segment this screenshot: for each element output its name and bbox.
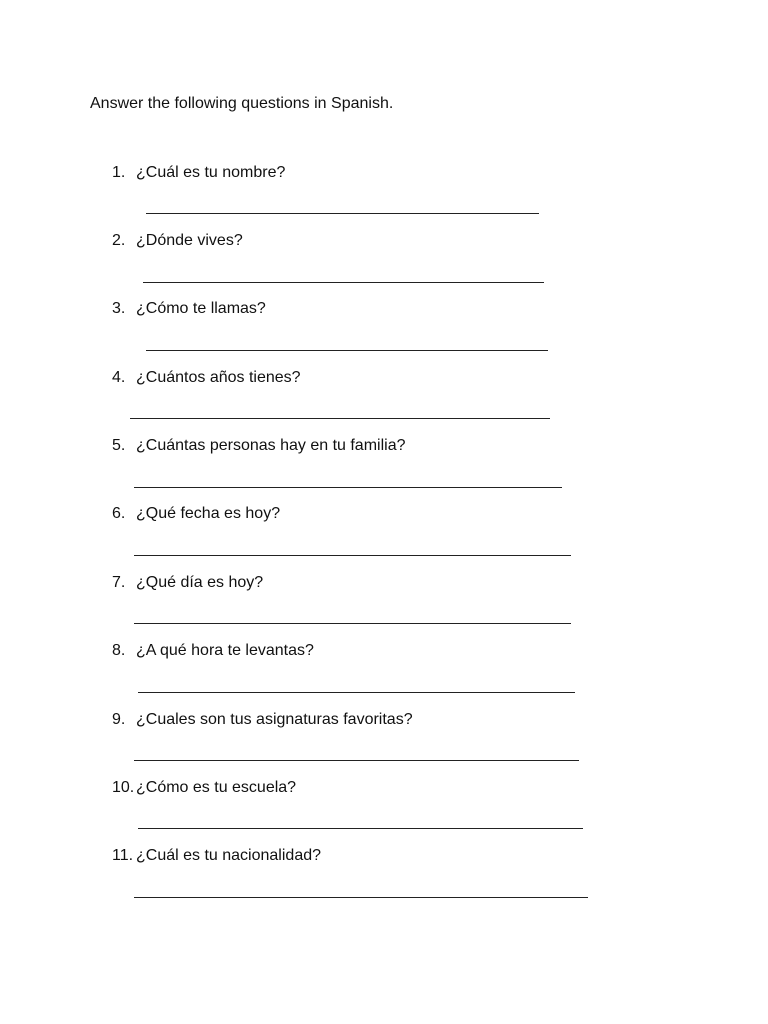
question-number: 11. — [112, 847, 134, 864]
question-item — [112, 641, 314, 661]
question-text: ¿Cómo es tu escuela? — [136, 779, 297, 796]
question-text: ¿Dónde vives? — [136, 232, 243, 249]
answer-line[interactable] — [134, 623, 571, 624]
question-number: 5. — [112, 437, 126, 454]
question-item — [112, 504, 280, 524]
answer-line[interactable] — [134, 760, 579, 761]
question-text: ¿Qué fecha es hoy? — [136, 505, 281, 522]
question-text: ¿Cuales son tus asignaturas favoritas? — [136, 711, 413, 728]
answer-line[interactable] — [134, 897, 588, 898]
question-text: ¿Cuál es tu nombre? — [136, 164, 286, 181]
question-item — [112, 573, 263, 593]
question-number: 7. — [112, 574, 126, 591]
question-item — [112, 846, 321, 866]
answer-line[interactable] — [134, 555, 571, 556]
question-item — [112, 299, 266, 319]
question-item — [112, 436, 405, 456]
question-number: 3. — [112, 300, 126, 317]
question-number: 9. — [112, 711, 126, 728]
question-text: ¿Cómo te llamas? — [136, 300, 266, 317]
question-text: ¿A qué hora te levantas? — [136, 642, 314, 659]
instruction-text: Answer the following questions in Spanish. — [90, 95, 394, 112]
question-item — [112, 163, 285, 183]
question-item — [112, 778, 296, 798]
question-text: ¿Cuál es tu nacionalidad? — [136, 847, 322, 864]
answer-line[interactable] — [146, 213, 539, 214]
answer-line[interactable] — [143, 282, 544, 283]
answer-line[interactable] — [130, 418, 550, 419]
question-number: 10. — [112, 779, 135, 796]
question-text: ¿Qué día es hoy? — [136, 574, 264, 591]
question-text: ¿Cuántas personas hay en tu familia? — [136, 437, 406, 454]
answer-line[interactable] — [138, 828, 583, 829]
question-number: 2. — [112, 232, 126, 249]
question-item — [112, 710, 413, 730]
question-item — [112, 231, 243, 251]
answer-line[interactable] — [146, 350, 548, 351]
question-item — [112, 368, 301, 388]
answer-line[interactable] — [138, 692, 575, 693]
question-number: 4. — [112, 369, 126, 386]
question-number: 8. — [112, 642, 126, 659]
question-number: 1. — [112, 164, 126, 181]
answer-line[interactable] — [134, 487, 562, 488]
question-text: ¿Cuántos años tienes? — [136, 369, 301, 386]
question-number: 6. — [112, 505, 126, 522]
